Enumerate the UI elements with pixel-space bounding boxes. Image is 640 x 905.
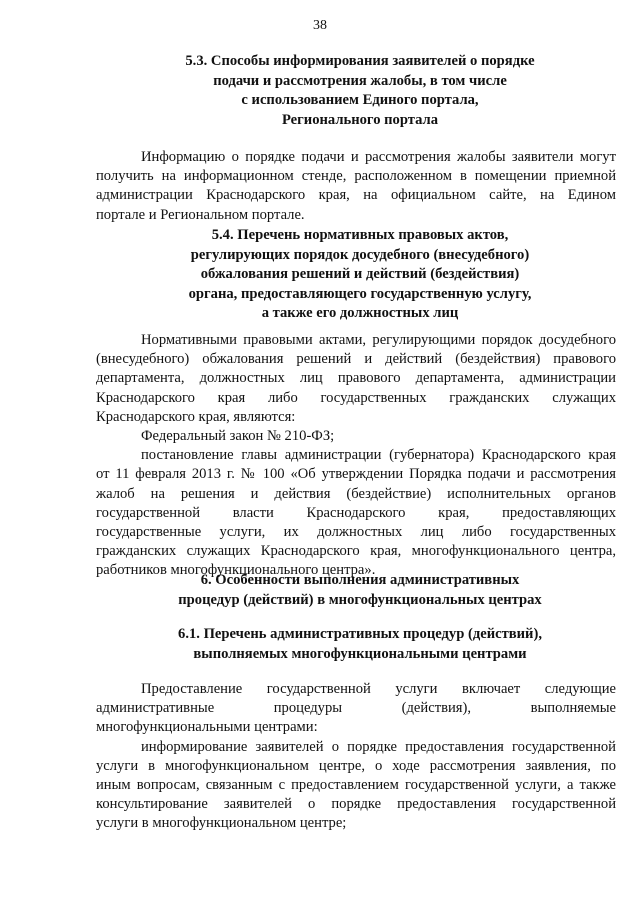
- text-line: (внесудебного) обжалования решений и действий (бездействия) правового: [96, 351, 616, 368]
- heading-line: 5.4. Перечень нормативных правовых актов,: [211, 227, 509, 243]
- text-line: Нормативными правовыми актами, регулирующими порядок досудебного: [141, 332, 616, 348]
- section-6-heading: [100, 571, 620, 610]
- text-line: консультирование заявителей о порядке предоставления государственной: [96, 796, 616, 813]
- heading-line: подачи и рассмотрения жалобы, в том числе: [213, 72, 507, 89]
- text-line: департамента, должностных лиц правового департамента, администрации: [96, 370, 616, 387]
- heading-line: 6.1. Перечень административных процедур (действий),: [178, 626, 542, 642]
- section-5-4-body: [96, 331, 616, 581]
- text-line: информирование заявителей о порядке предоставления государственной: [141, 738, 616, 755]
- heading-line: с использованием Единого портала,: [241, 92, 479, 108]
- text-line: жалоб на решения и действия (бездействие) исполнительных органов: [96, 485, 616, 502]
- text-line: от 11 февраля 2013 г. № 100 «Об утверждении Порядка подачи и рассмотрения: [96, 466, 616, 483]
- text-line: услуги в многофункциональном центре;: [96, 815, 347, 832]
- text-line: гражданских служащих Краснодарского края, многофункционального центра,: [96, 543, 616, 560]
- law-line: Федеральный закон № 210-ФЗ;: [141, 428, 335, 445]
- heading-line: а также его должностных лиц: [261, 305, 459, 321]
- heading-line: Регионального портала: [281, 111, 439, 128]
- text-line: услуги в многофункциональном центре, о ходе рассмотрения заявления, по: [96, 757, 616, 774]
- text-line: Предоставление государственной услуги включает следующие: [141, 681, 616, 697]
- text-line: Краснодарского края, являются:: [96, 408, 296, 425]
- text-line: работников многофункционального центра».: [96, 562, 376, 579]
- section-5-3-body: [96, 148, 616, 225]
- text-line: получить на информационном стенде, расположенном в помещении приемной: [96, 168, 616, 185]
- section-5-3-heading: [100, 52, 620, 130]
- text-line: Краснодарского края либо государственных гражданских служащих: [96, 389, 616, 406]
- heading-line: обжалования решений и действий (бездействия): [200, 266, 520, 282]
- text-line: государственной власти Краснодарского края, предоставляющих: [96, 504, 616, 521]
- section-5-4-heading: [100, 226, 620, 324]
- text-line: государственные услуги, их должностных лиц либо государственных: [96, 524, 616, 541]
- text-line: Информацию о порядке подачи и рассмотрения жалобы заявители могут: [141, 149, 616, 165]
- text-line: администрации Краснодарского края, на официальном сайте, на Едином: [96, 187, 616, 204]
- page-number: 38: [313, 18, 327, 33]
- text-line: иным вопросам, связанным с предоставлением государственной услуги, а также: [96, 777, 616, 794]
- heading-line: процедур (действий) в многофункциональных центрах: [178, 591, 542, 608]
- heading-line: регулирующих порядок досудебного (внесудебного): [190, 246, 530, 263]
- section-6-1-body: [96, 680, 616, 834]
- section-6-1-heading: [100, 625, 620, 664]
- heading-line: выполняемых многофункциональными центрами: [193, 645, 527, 662]
- text-line: портале и Региональном портале.: [96, 206, 305, 223]
- text-line: административные процедуры (действия), выполняемые: [96, 700, 616, 717]
- text-line: постановление главы администрации (губернатора) Краснодарского края: [141, 447, 616, 464]
- heading-line: 6. Особенности выполнения административных: [200, 572, 520, 588]
- text-line: многофункциональными центрами:: [96, 719, 318, 736]
- heading-line: органа, предоставляющего государственную услугу,: [188, 285, 532, 302]
- heading-line: 5.3. Способы информирования заявителей о порядке: [185, 53, 535, 69]
